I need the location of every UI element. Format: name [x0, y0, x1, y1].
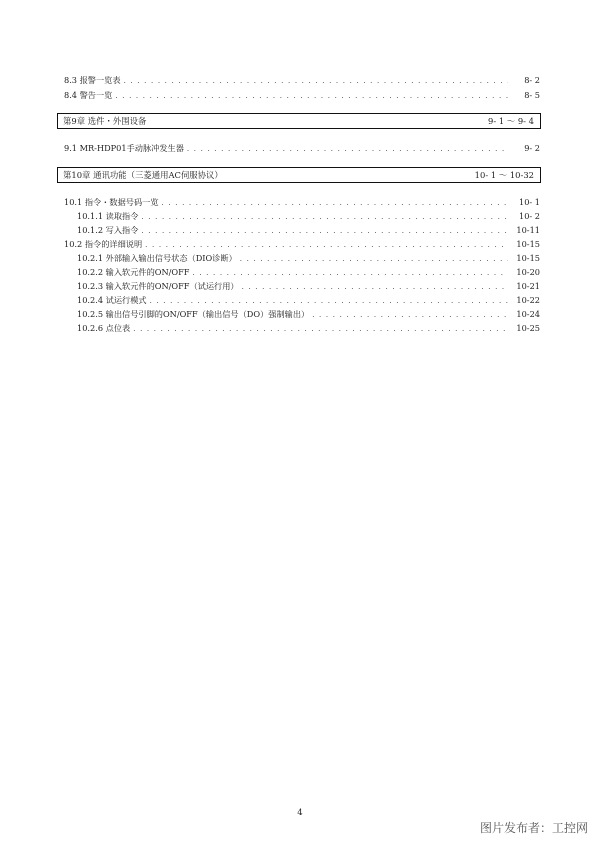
- toc-entry-9-1[interactable]: [64, 143, 540, 155]
- leader-dots: [187, 144, 508, 155]
- toc-entry-page: 10-22: [516, 295, 540, 305]
- toc-entry-10-2-2[interactable]: [77, 267, 540, 279]
- leader-dots: [242, 282, 508, 293]
- toc-entry-10-1[interactable]: [64, 197, 540, 209]
- leader-dots: [141, 212, 508, 223]
- leader-dots: [192, 268, 508, 279]
- toc-entry-label: 10.1 指令・数据号码一览: [64, 197, 159, 207]
- toc-entry-label: 8.4 警告一览: [64, 90, 113, 100]
- toc-entry-8-3[interactable]: [64, 75, 540, 87]
- toc-entry-10-2-3[interactable]: [77, 281, 540, 293]
- leader-dots: [162, 198, 508, 209]
- leader-dots: [150, 296, 508, 307]
- toc-entry-page: 10-25: [516, 323, 540, 333]
- toc-entry-label: 10.2.3 输入软元件的ON/OFF（试运行用）: [77, 281, 239, 291]
- toc-entry-label: 10.1.2 写入指令: [77, 225, 139, 235]
- chapter-10-heading[interactable]: [57, 167, 541, 183]
- toc-entry-label: 10.2 指令的详细说明: [64, 239, 143, 249]
- toc-entry-page: 9- 2: [524, 143, 540, 153]
- toc-entry-page: 10- 1: [519, 197, 540, 207]
- toc-entry-label: 10.2.6 点位表: [77, 323, 131, 333]
- leader-dots: [115, 91, 508, 102]
- toc-entry-page: 8- 2: [524, 75, 540, 85]
- chapter-title: 第10章 通讯功能（三菱通用AC伺服协议）: [63, 170, 223, 180]
- toc-entry-page: 10-21: [516, 281, 540, 291]
- publisher-watermark: 图片发布者：工控网: [479, 821, 588, 835]
- toc-entry-label: 10.2.4 试运行模式: [77, 295, 147, 305]
- page-number: 4: [297, 808, 303, 818]
- chapter-9-heading[interactable]: [57, 113, 541, 129]
- toc-entry-label: 10.1.1 读取指令: [77, 211, 139, 221]
- toc-entry-page: 10-24: [516, 309, 540, 319]
- toc-entry-page: 10- 2: [519, 211, 540, 221]
- leader-dots: [141, 226, 508, 237]
- leader-dots: [124, 76, 508, 87]
- toc-entry-page: 8- 5: [524, 90, 540, 100]
- toc-entry-10-2[interactable]: [64, 239, 540, 251]
- leader-dots: [312, 310, 508, 321]
- leader-dots: [145, 240, 508, 251]
- toc-entry-10-1-2[interactable]: [77, 225, 540, 237]
- toc-entry-10-2-1[interactable]: [77, 253, 540, 265]
- chapter-title: 第9章 选件・外围设备: [63, 116, 147, 126]
- toc-entry-10-2-5[interactable]: [77, 309, 540, 321]
- toc-entry-10-2-4[interactable]: [77, 295, 540, 307]
- chapter-pages: 9- 1 ～ 9- 4: [488, 116, 534, 126]
- toc-entry-label: 8.3 报警一览表: [64, 75, 121, 85]
- toc-entry-page: 10-15: [516, 239, 540, 249]
- leader-dots: [133, 324, 508, 335]
- leader-dots: [240, 254, 508, 265]
- toc-entry-8-4[interactable]: [64, 90, 540, 102]
- toc-entry-10-1-1[interactable]: [77, 211, 540, 223]
- toc-entry-page: 10-20: [516, 267, 540, 277]
- toc-entry-label: 10.2.2 输入软元件的ON/OFF: [77, 267, 190, 277]
- toc-entry-10-2-6[interactable]: [77, 323, 540, 335]
- toc-entry-label: 10.2.1 外部输入输出信号状态（DIO诊断）: [77, 253, 237, 263]
- toc-entry-label: 9.1 MR-HDP01手动脉冲发生器: [64, 143, 184, 153]
- toc-entry-page: 10-15: [516, 253, 540, 263]
- chapter-pages: 10- 1 ～ 10-32: [474, 170, 534, 180]
- toc-entry-page: 10-11: [516, 225, 540, 235]
- toc-entry-label: 10.2.5 输出信号引脚的ON/OFF（输出信号（DO）强制输出）: [77, 309, 310, 319]
